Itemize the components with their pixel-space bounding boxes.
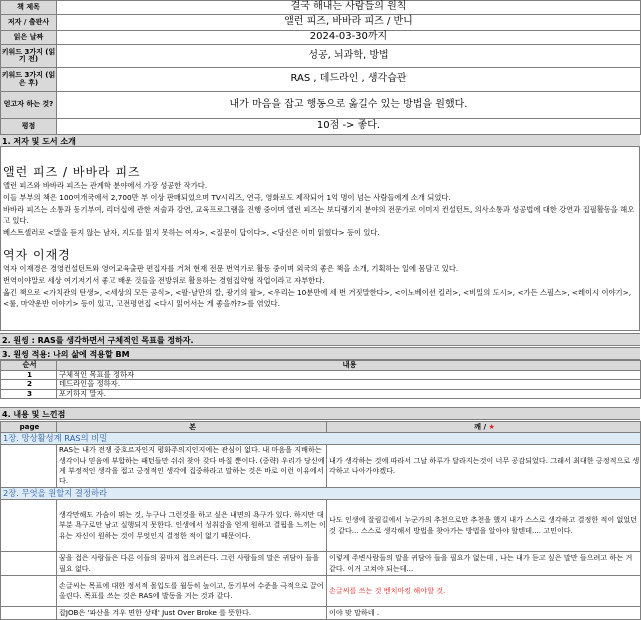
rating-value: 10점 -> 좋다. (57, 119, 641, 135)
section-3-header: 3. 원씽 적용: 나의 삶에 적용할 BM (0, 347, 640, 360)
body-cell: 생각만해도 가슴이 뛰는 것, 누구나 그런것을 하고 싶은 내면의 욕구가 있다. 하지만 대부분 욕구로만 남고 실행되지 못한다. 인생에서 성취감을 얻게 원하고 결핍을 느끼는 이유는 자신이 원하는 것이 무엇인지 결정한 적이 없기 때문이다. (57, 500, 327, 552)
page-cell (1, 607, 57, 620)
author-bio-1: 앨런 피즈와 바바라 피즈는 관계학 분야에서 가장 성공한 작가다. (3, 181, 208, 190)
body-cell: 꿈을 접은 사람들은 다른 이들의 꿈마저 접으려든다. 그런 사람들의 말은 귀담아 들을 필요 없다. (57, 552, 327, 576)
notes-table (0, 421, 641, 620)
benchmark-text: 구체적인 목표를 정하자 (57, 370, 641, 380)
goal-label: 얻고자 하는 것? (1, 92, 57, 119)
order-number: 1 (1, 370, 57, 380)
section-1-header: 1. 저자 및 도서 소개 (0, 134, 640, 147)
content-column-header: 내용 (57, 361, 641, 371)
notes-header-row (1, 422, 641, 433)
book-title-label: 책 제목 (1, 1, 57, 15)
order-number: 3 (1, 389, 57, 399)
table-row (1, 445, 641, 488)
book-title-row (1, 1, 641, 15)
chapter-row (1, 488, 641, 500)
keywords-after-label: 키워드 3가지 (읽은 후) (1, 68, 57, 92)
rating-row (1, 119, 641, 135)
chapter-row (1, 433, 641, 445)
author-value: 앨런 피즈, 바바라 피즈 / 반니 (57, 15, 641, 31)
benchmark-table (0, 360, 641, 399)
translator-bio-2: 번역이야말로 세상 여기저기서 좋고 배운 것들을 전방위로 활용하는 경험집약형 작업이라고 자부한다. (3, 275, 325, 285)
author-row (1, 15, 641, 31)
book-info-table (0, 0, 641, 135)
keywords-before-label: 키워드 3가지 (읽기 전) (1, 45, 57, 68)
table-row (1, 389, 641, 399)
goal-value: 내가 마음을 잡고 행동으로 옮길수 있는 방법을 원했다. (57, 92, 641, 119)
body-cell: 손글씨는 목표에 대한 정서적 몰입도를 월등히 높이고, 동기부여 수준을 극적으로 끌어올린다. 목표를 쓰는 것은 RAS에 발동을 거는 것과 같다. (57, 576, 327, 607)
body-column-header: 본 (57, 422, 327, 433)
insight-column-header: 깨 / ★ (327, 422, 641, 433)
translator-name-heading: 역자 이재경 (3, 247, 71, 262)
goal-row (1, 92, 641, 119)
table-row (1, 380, 641, 390)
order-number: 2 (1, 380, 57, 390)
table-row (1, 500, 641, 552)
translator-bio-3: 옮긴 책으로 <가치관의 탄생>, <세상의 모든 공식>, <팔-날만의 칼, 광기의 팔>, <우리는 10분만에 세 번 거짓말한다>, <이노베이션 킬러>, <비밀의 도시>, <가든 스필스>, <레이시 이야기>, <룰, 마약운반 이야기> 등이 있고, 고전평연집 <다시 읽어서는 게 좋을까?>를 엮었다. (3, 287, 632, 309)
keywords-after-value: RAS , 데드라인 , 생각습관 (57, 68, 641, 92)
page-cell (1, 445, 57, 488)
page-column-header: page (1, 422, 57, 433)
body-cell: RAS는 내가 전쟁 중호르자인지 평화주의지인지에는 관심이 없다. 내 마음을 지배하는 생각이나 믿음에 부합하는 패턴들만 쉬쉬 찾아 갖다 바칠 뿐이다. (중략) 우리가 당신에게 부정적인 생각을 접고 긍정적인 생각에 집중하라고 말하는 것은 바로 이런 이유에서다. (57, 445, 327, 488)
order-column-header: 순서 (1, 361, 57, 371)
body-cell: 잡JOB은 '파산을 겨우 면한 상태' Just Over Broke 를 뜻한다. (57, 607, 327, 620)
page-cell (1, 500, 57, 552)
insight-cell: 이야 맞 말하네 . (327, 607, 641, 620)
author-bio-3: 바바라 피즈는 소통과 동기부여, 리더십에 관한 저술과 강연, 교육프로그램을 진행 중이며 앨런 피즈는 보디랭기지 분야의 전문가로 이미지 컨설턴트, 의사소통과 성공법에 대한 강연과 집필활동을 해오고 있다. (3, 204, 635, 226)
book-title-value: 결국 해내는 사람들의 원칙 (57, 1, 641, 15)
keywords-before-row (1, 45, 641, 68)
author-introduction (0, 147, 640, 331)
benchmark-text: 포기하지 말자. (57, 389, 641, 399)
page-cell (1, 552, 57, 576)
rating-label: 평점 (1, 119, 57, 135)
date-row (1, 31, 641, 45)
insight-cell: 내가 생각하는 것에 따라서 그날 하루가 달라지는것이 너무 공감되었다. 그래서 최대한 긍정적으로 생각하고 나아가야겠다. (327, 445, 641, 488)
chapter-2-title: 2장. 무엇을 원할지 결정하라 (1, 488, 641, 500)
benchmark-text: 데드라인을 정하자. (57, 380, 641, 390)
section-2-header: 2. 원씽 : RAS를 생각하면서 구체적인 목표를 정하자. (0, 333, 640, 346)
keywords-after-row (1, 68, 641, 92)
insight-cell: 이렇게 주변사람들의 말을 귀담아 들을 필요가 없는데 , 나는 내가 듣고 싶은 말만 들으려고 하는 거 같다. 이거 고쳐야 되는데... (327, 552, 641, 576)
insight-cell: 손글씨를 쓰는 것 벤치마킹 해야할 것. (327, 576, 641, 607)
star-icon: ★ (488, 422, 495, 431)
section-4-header: 4. 내용 및 느낀점 (0, 407, 640, 420)
date-value: 2024-03-30까지 (57, 31, 641, 45)
author-bio-4: 베스트셀러로 <말을 듣지 않는 남자, 지도를 읽지 못하는 여자>, <질문이 답이다>, <당신은 이미 읽혔다> 등이 있다. (3, 228, 380, 238)
author-bio-2: 이들 부부의 책은 100여개국에서 2,700만 부 이상 판매되었으며 TV시리즈, 연극, 영화로도 제작되어 1억 명이 넘는 사람들에게 소개 되었다. (3, 192, 451, 202)
table-row (1, 576, 641, 607)
author-name-heading: 앨런 피즈 / 바바라 피즈 (3, 165, 141, 179)
table-row (1, 552, 641, 576)
insight-cell: 나도 인생에 잘림길에서 누군가의 추천으로만 추천을 했지 내가 스스로 생각하고 결정한 적이 없었던것 같다... 스스로 생각해서 방법을 찾아가는 방법을 알아야 할텐데.... 고민이다. (327, 500, 641, 552)
chapter-1-title: 1장. 망상활성계 RAS의 비밀 (1, 433, 641, 445)
date-label: 읽은 날짜 (1, 31, 57, 45)
page-cell (1, 576, 57, 607)
translator-bio-1: 역자 이재경은 경영컨설턴트와 영어교육출판 편집자를 거쳐 현재 전문 번역가로 활동 중이며 외국의 좋은 책을 소개, 기획하는 일에 몸담고 있다. (3, 263, 459, 273)
table-row (1, 607, 641, 620)
keywords-before-value: 성공, 뇌과학, 방법 (57, 45, 641, 68)
benchmark-header-row (1, 361, 641, 371)
insight-header-text: 깨 (474, 422, 481, 431)
author-label: 저자 / 출판사 (1, 15, 57, 31)
